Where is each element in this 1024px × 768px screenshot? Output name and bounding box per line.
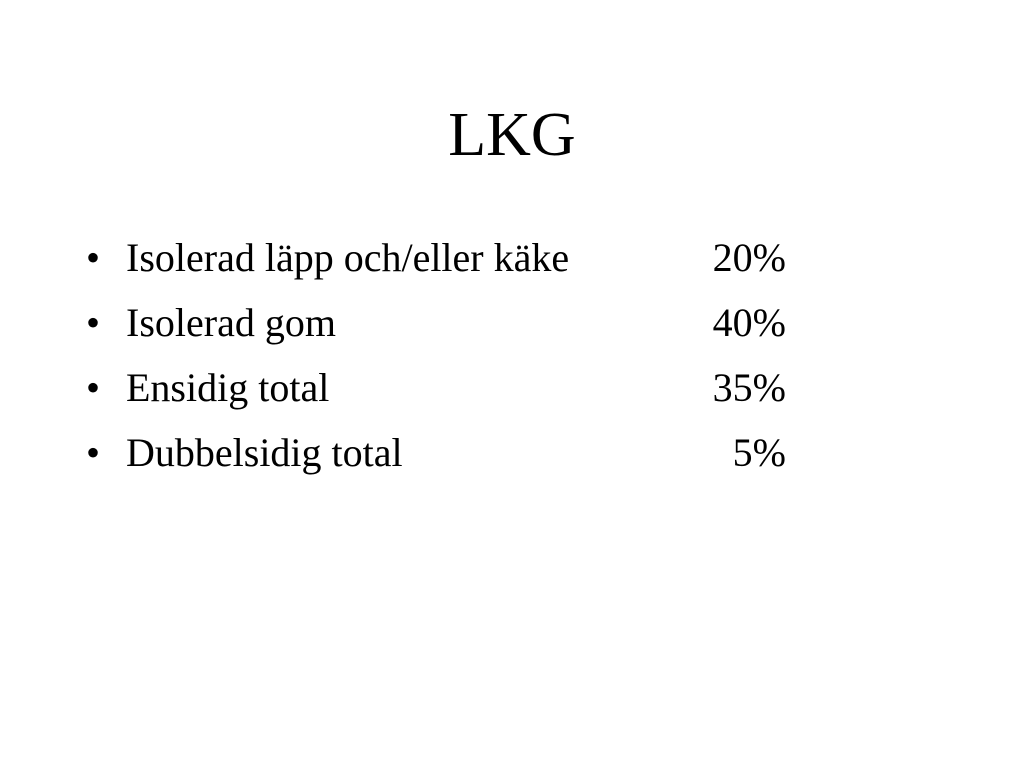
item-percentage: 5% — [732, 430, 786, 475]
bullet-icon: • — [86, 365, 101, 410]
item-percentage: 20% — [712, 235, 786, 280]
item-label: Isolerad gom — [126, 300, 336, 345]
list-item — [86, 299, 806, 364]
item-label: Isolerad läpp och/eller käke — [126, 235, 570, 280]
item-label: Ensidig total — [126, 365, 330, 410]
slide-title: LKG — [448, 101, 576, 169]
list-item — [86, 429, 806, 494]
bullet-icon: • — [86, 235, 101, 280]
list-item — [86, 234, 806, 299]
item-percentage: 40% — [712, 300, 786, 345]
item-label: Dubbelsidig total — [126, 430, 403, 475]
bullet-icon: • — [86, 430, 101, 475]
bullet-icon: • — [86, 300, 101, 345]
list-item — [86, 364, 806, 429]
bullet-list — [86, 234, 806, 494]
item-percentage: 35% — [712, 365, 786, 410]
